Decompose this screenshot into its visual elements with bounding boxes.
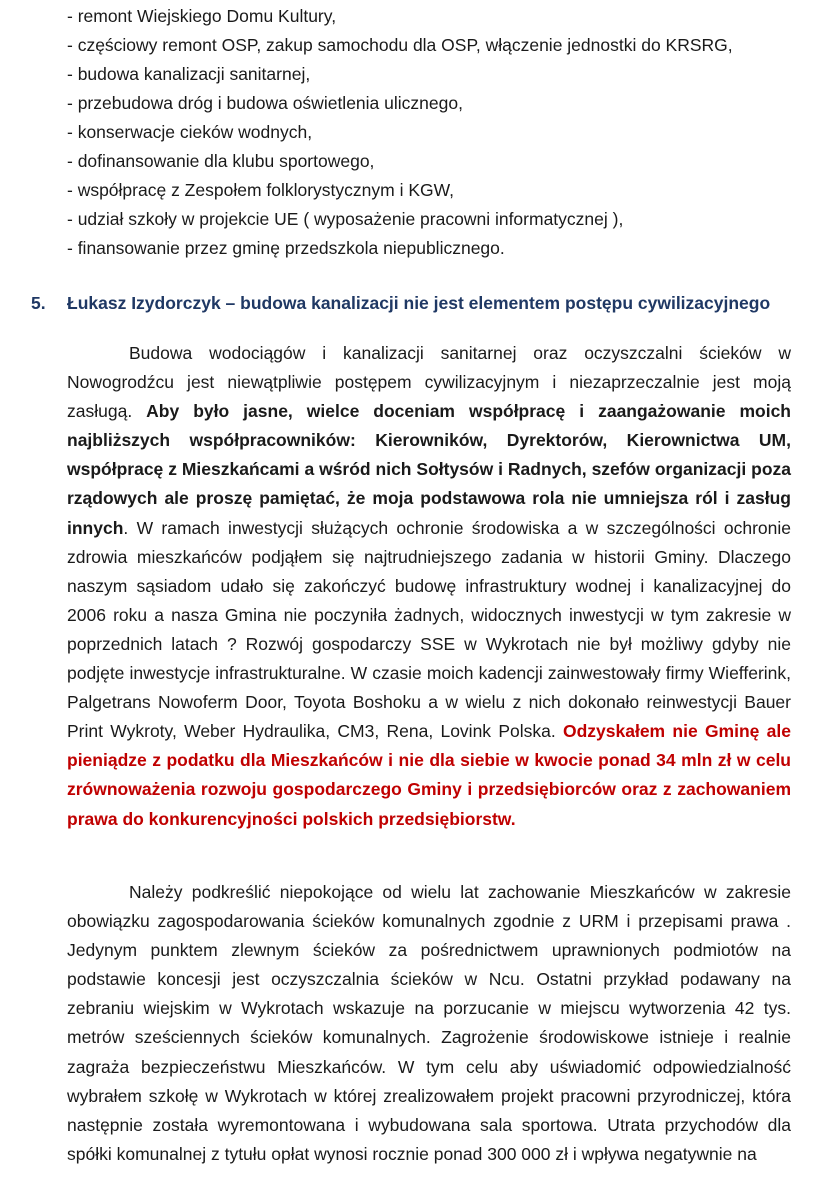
paragraph-sewage <box>67 878 791 1169</box>
list-item: - przebudowa dróg i budowa oświetlenia ulicznego, <box>67 93 463 113</box>
list-item: - remont Wiejskiego Domu Kultury, <box>67 6 337 26</box>
list-item: - udział szkoły w projekcie UE ( wyposażenie pracowni informatycznej ), <box>67 209 624 229</box>
list-item: - dofinansowanie dla klubu sportowego, <box>67 151 375 171</box>
section-title: Łukasz Izydorczyk – budowa kanalizacji nie jest elementem postępu cywilizacyjnego <box>67 293 771 313</box>
list-item: - współpracę z Zespołem folklorystycznym i KGW, <box>67 180 455 200</box>
paragraph-bold-text: Aby było jasne, wielce doceniam współpracę i zaangażowanie moich najbliższych współpracowników: Kierowników, Dyrektorów, Kierownictwa UM, współpracę z Mieszkańcami a wśród nich Sołtysów i Radnych, szefów organizacji poza rządowych ale proszę pamiętać, że moja podstawowa rola nie umniejsza ról i zasług innych <box>67 401 792 538</box>
paragraph-infrastructure <box>67 339 791 834</box>
list-item: - finansowanie przez gminę przedszkola niepublicznego. <box>67 238 505 258</box>
investment-list <box>67 2 807 263</box>
paragraph-body-text: . W ramach inwestycji służących ochronie środowiska a w szczególności ochronie zdrowia mieszkańców podjąłem się najtrudniejszego zadania w historii Gminy. Dlaczego naszym sąsiadom udało się zakończyć budowę infrastruktury wodnej i kanalizacyjnej do 2006 roku a nasza Gmina nie poczyniła żadnych, widocznych inwestycji w tym zakresie w poprzednich latach ? Rozwój gospodarczy SSE w Wykrotach nie był możliwy gdyby nie podjęte inwestycje infrastrukturalne. W czasie moich kadencji zainwestowały firmy Wiefferink, Palgetrans Nowoferm Door, Toyota Boshoku a w wielu z nich dokonało reinwestycji Bauer Print Wykroty, Weber Hydraulika, CM3, Rena, Lovink Polska. <box>67 517 791 742</box>
list-item: - budowa kanalizacji sanitarnej, <box>67 64 311 84</box>
list-item: - częściowy remont OSP, zakup samochodu dla OSP, włączenie jednostki do KRSRG, <box>67 35 733 55</box>
section-heading <box>31 289 811 318</box>
list-item: - konserwacje cieków wodnych, <box>67 122 313 142</box>
paragraph-body-text: Należy podkreślić niepokojące od wielu lat zachowanie Mieszkańców w zakresie obowiązku zagospodarowania ścieków komunalnych zgodnie z URM i przepisami prawa . Jedynym punktem zlewnym ścieków za pośrednictwem uprawnionych podmiotów na podstawie koncesji jest oczyszczalnia ścieków w Ncu. Ostatni przykład podawany na zebraniu wiejskim w Wykrotach wskazuje na porzucanie w miejscu wytworzenia 42 tys. metrów sześciennych ścieków komunalnych. Zagrożenie środowiskowe istnieje i realnie zagraża bezpieczeństwu Mieszkańców. W tym celu aby uświadomić odpowiedzialność wybrałem szkołę w Wykrotach w której zrealizowałem projekt pracowni przyrodniczej, która następnie została wyremontowana i wybudowana sala sportowa. Utrata przychodów dla spółki komunalnej z tytułu opłat wynosi rocznie ponad 300 000 zł i wpływa negatywnie na <box>67 882 791 1164</box>
paragraph-intro-text: Budowa wodociągów i kanalizacji sanitarnej oraz oczyszczalni ścieków w Nowogrodźcu jest niewątpliwie postępem cywilizacyjnym i niezaprzeczalnie jest moją zasługą. <box>67 343 791 422</box>
section-number: 5. <box>31 293 46 313</box>
paragraph-highlight-text: Odzyskałem nie Gminę ale pieniądze z podatku dla Mieszkańców i nie dla siebie w kwocie ponad 34 mln zł w celu zrównoważenia rozwoju gospodarczego Gminy i przedsiębiorców oraz z zachowaniem prawa do konkurencyjności polskich przedsiębiorstw. <box>67 721 791 829</box>
